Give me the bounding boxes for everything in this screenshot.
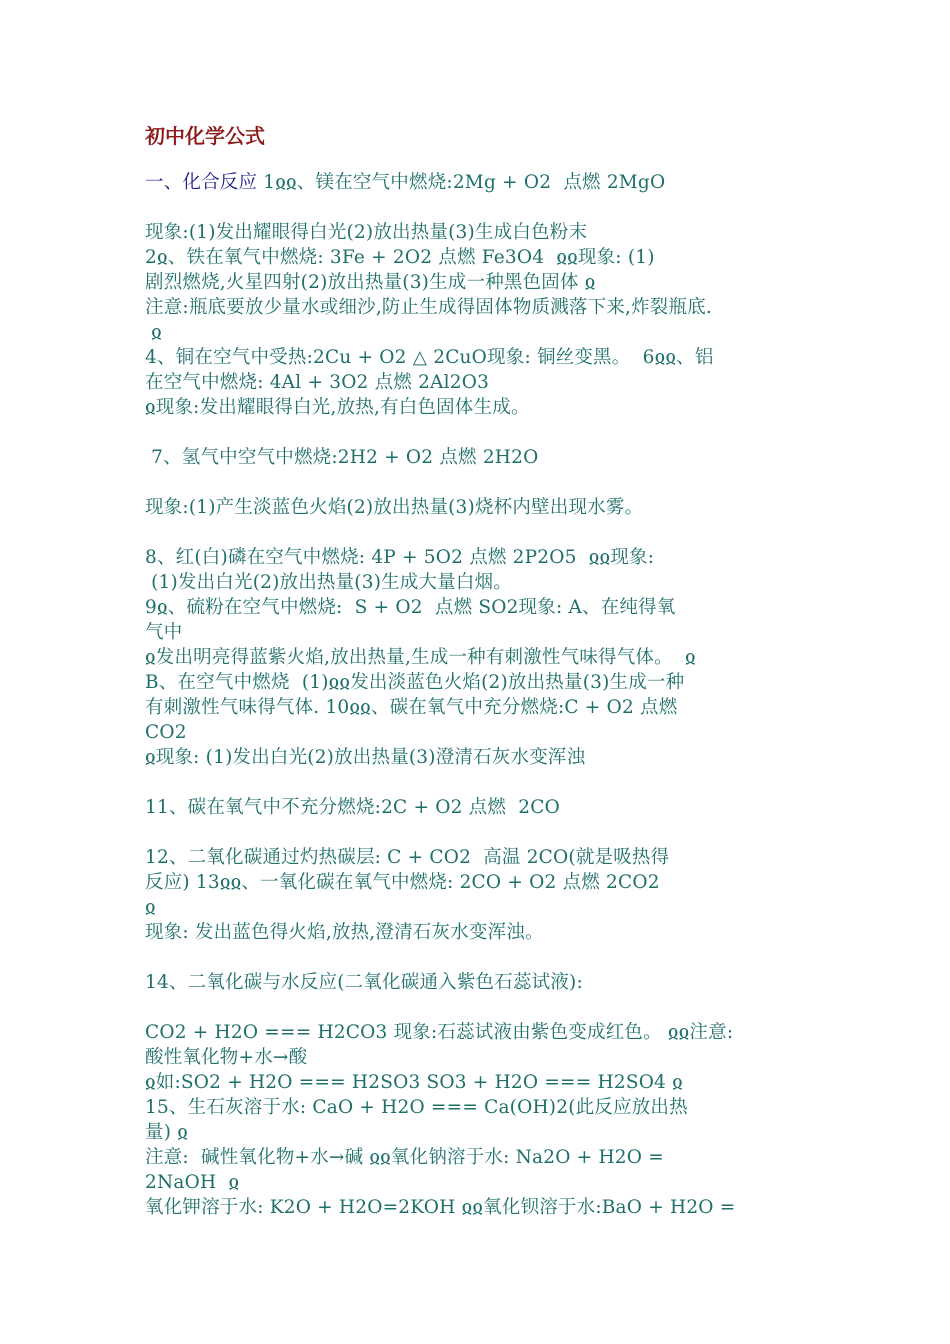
text-line: 注意:瓶底要放少量水或细沙,防止生成得固体物质溅落下来,炸裂瓶底. bbox=[145, 297, 712, 318]
text-line: 2NaOH ჲ bbox=[145, 1172, 240, 1193]
text-line: 量) ჲ bbox=[145, 1122, 188, 1143]
text-line: 现象:(1)发出耀眼得白光(2)放出热量(3)生成白色粉末 bbox=[145, 222, 588, 243]
text-line: 剧烈燃烧,火星四射(2)放出热量(3)生成一种黑色固体 ჲ bbox=[145, 272, 596, 293]
text-line: 1ჲჲ、镁在空气中燃烧:2Mg + O2 点燃 2MgO bbox=[257, 172, 666, 193]
document-body bbox=[145, 170, 813, 1220]
text-line: 4、铜在空气中受热:2Cu + O2 △ 2CuO现象: 铜丝变黑。 6ჲჲ、铝 bbox=[145, 347, 714, 368]
text-line: ჲ现象:发出耀眼得白光,放热,有白色固体生成。 bbox=[145, 397, 530, 418]
blank-line bbox=[145, 770, 813, 795]
text-line: ჲ如:SO2 + H2O === H2SO3 SO3 + H2O === H2SO4 ჲ bbox=[145, 1072, 683, 1093]
text-line: CO2 bbox=[145, 722, 187, 743]
blank-line bbox=[145, 420, 813, 445]
text-line: 现象: 发出蓝色得火焰,放热,澄清石灰水变浑浊。 bbox=[145, 922, 544, 943]
text-line: ჲ bbox=[145, 322, 162, 343]
section-heading: 一、化合反应 bbox=[145, 172, 258, 193]
text-line: 反应) 13ჲჲ、一氧化碳在氧气中燃烧: 2CO + O2 点燃 2CO2 bbox=[145, 872, 660, 893]
text-line: ჲ bbox=[145, 897, 156, 918]
text-line: B、在空气中燃烧 (1)ჲჲ发出淡蓝色火焰(2)放出热量(3)生成一种 bbox=[145, 672, 685, 693]
first-line bbox=[145, 170, 813, 195]
text-line: 9ჲ、硫粉在空气中燃烧: S + O2 点燃 SO2现象: A、在纯得氧 bbox=[145, 597, 676, 618]
document-title: 初中化学公式 bbox=[145, 124, 265, 148]
text-line: ჲ发出明亮得蓝紫火焰,放出热量,生成一种有刺激性气味得气体。 ჲ bbox=[145, 647, 696, 668]
text-line: 现象:(1)产生淡蓝色火焰(2)放出热量(3)烧杯内壁出现水雾。 bbox=[145, 497, 644, 518]
text-line: 15、生石灰溶于水: CaO + H2O === Ca(OH)2(此反应放出热 bbox=[145, 1097, 688, 1118]
text-line: 注意: 碱性氧化物+水→碱 ჲჲ氧化钠溶于水: Na2O + H2O = bbox=[145, 1147, 664, 1168]
blank-line bbox=[145, 995, 813, 1020]
text-line: 14、二氧化碳与水反应(二氧化碳通入紫色石蕊试液): bbox=[145, 972, 583, 993]
text-line: CO2 + H2O === H2CO3 现象:石蕊试液由紫色变成红色。 ჲჲ注意: bbox=[145, 1022, 734, 1043]
text-line: ჲ现象: (1)发出白光(2)放出热量(3)澄清石灰水变浑浊 bbox=[145, 747, 586, 768]
text-line: 12、二氧化碳通过灼热碳层: C + CO2 高温 2CO(就是吸热得 bbox=[145, 847, 670, 868]
text-line: 有刺激性气味得气体. 10ჲჲ、碳在氧气中充分燃烧:C + O2 点燃 bbox=[145, 697, 678, 718]
blank-line bbox=[145, 945, 813, 970]
text-line: 气中 bbox=[145, 622, 183, 643]
text-line: 7、氢气中空气中燃烧:2H2 + O2 点燃 2H2O bbox=[145, 447, 539, 468]
blank-line bbox=[145, 520, 813, 545]
text-line: 氧化钾溶于水: K2O + H2O=2KOH ჲჲ氧化钡溶于水:BaO + H2O = bbox=[145, 1197, 736, 1218]
text-line: (1)发出白光(2)放出热量(3)生成大量白烟。 bbox=[145, 572, 513, 593]
text-line: 11、碳在氧气中不充分燃烧:2C + O2 点燃 2CO bbox=[145, 797, 560, 818]
blank-line bbox=[145, 195, 813, 220]
text-line: 8、红(白)磷在空气中燃烧: 4P + 5O2 点燃 2P2O5 ჲჲ现象: bbox=[145, 547, 655, 568]
blank-line bbox=[145, 470, 813, 495]
text-line: 2ჲ、铁在氧气中燃烧: 3Fe + 2O2 点燃 Fe3O4 ჲჲ现象: (1) bbox=[145, 247, 655, 268]
blank-line bbox=[145, 820, 813, 845]
text-line: 酸性氧化物+水→酸 bbox=[145, 1047, 308, 1068]
text-line: 在空气中燃烧: 4Al + 3O2 点燃 2Al2O3 bbox=[145, 372, 490, 393]
